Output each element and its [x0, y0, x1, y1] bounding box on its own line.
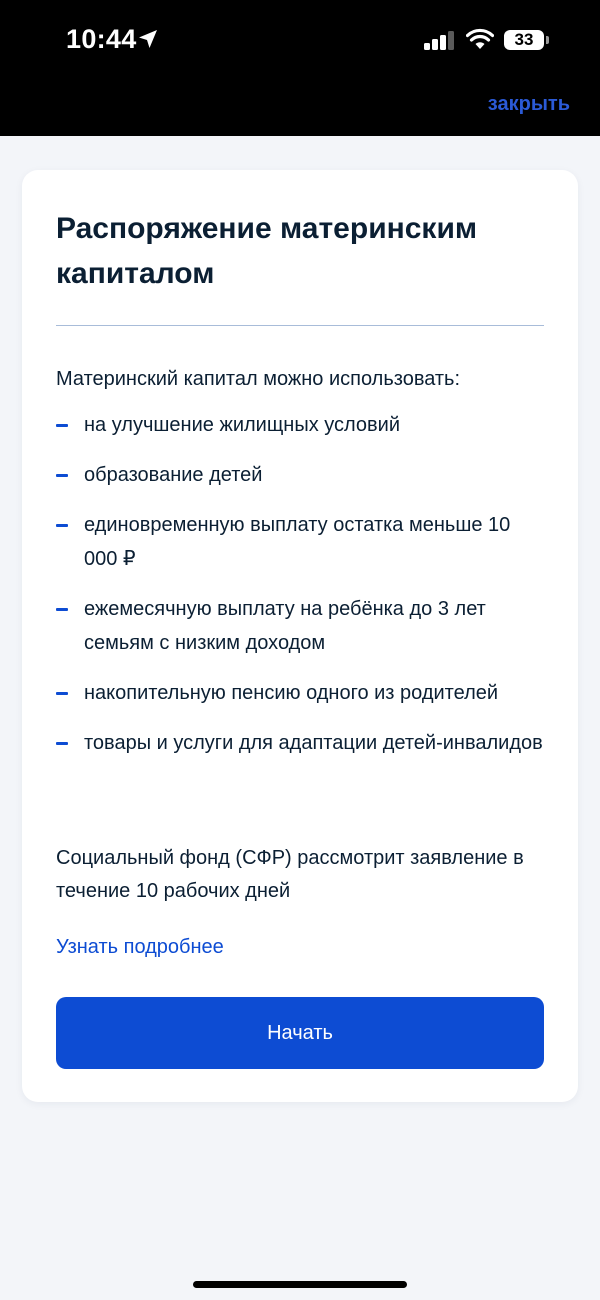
list-item-label: образование детей: [84, 464, 263, 486]
learn-more-link[interactable]: Узнать подробнее: [56, 936, 224, 958]
list-item: [56, 508, 546, 576]
status-time: 10:44: [66, 24, 137, 54]
list-item: [56, 726, 546, 760]
wifi-icon: [466, 28, 494, 50]
signal-icon: [424, 30, 458, 50]
page-title: Распоряжение материнским капиталом: [56, 212, 478, 290]
intro-text: Материнский капитал можно использовать:: [56, 368, 461, 390]
close-link[interactable]: закрыть: [487, 93, 570, 115]
location-arrow-icon: [138, 29, 158, 49]
list-item-label: товары и услуги для адаптации детей-инвалидов: [84, 732, 543, 754]
list-item-label: единовременную выплату остатка меньше 10 000 ₽: [84, 514, 511, 570]
battery-level: 33: [514, 30, 534, 49]
dash-icon: [56, 524, 68, 527]
review-info-text: Социальный фонд (СФР) рассмотрит заявление в течение 10 рабочих дней: [56, 847, 524, 902]
home-indicator[interactable]: [193, 1281, 407, 1288]
list-item: [56, 458, 546, 492]
list-item-label: накопительную пенсию одного из родителей: [84, 682, 499, 704]
status-bar: [0, 0, 600, 136]
dash-icon: [56, 474, 68, 477]
dash-icon: [56, 742, 68, 745]
dash-icon: [56, 424, 68, 427]
list-item-label: на улучшение жилищных условий: [84, 414, 401, 436]
dash-icon: [56, 608, 68, 611]
list-item: [56, 408, 546, 442]
divider: [56, 325, 544, 326]
list-item: [56, 676, 546, 710]
info-card: [22, 170, 578, 1102]
usage-list: [56, 408, 546, 776]
list-item-label: ежемесячную выплату на ребёнка до 3 лет семьям с низким доходом: [84, 598, 486, 654]
battery-icon: [504, 30, 544, 50]
start-button[interactable]: Начать: [56, 997, 544, 1069]
list-item: [56, 592, 546, 660]
battery-tip: [546, 36, 549, 44]
dash-icon: [56, 692, 68, 695]
